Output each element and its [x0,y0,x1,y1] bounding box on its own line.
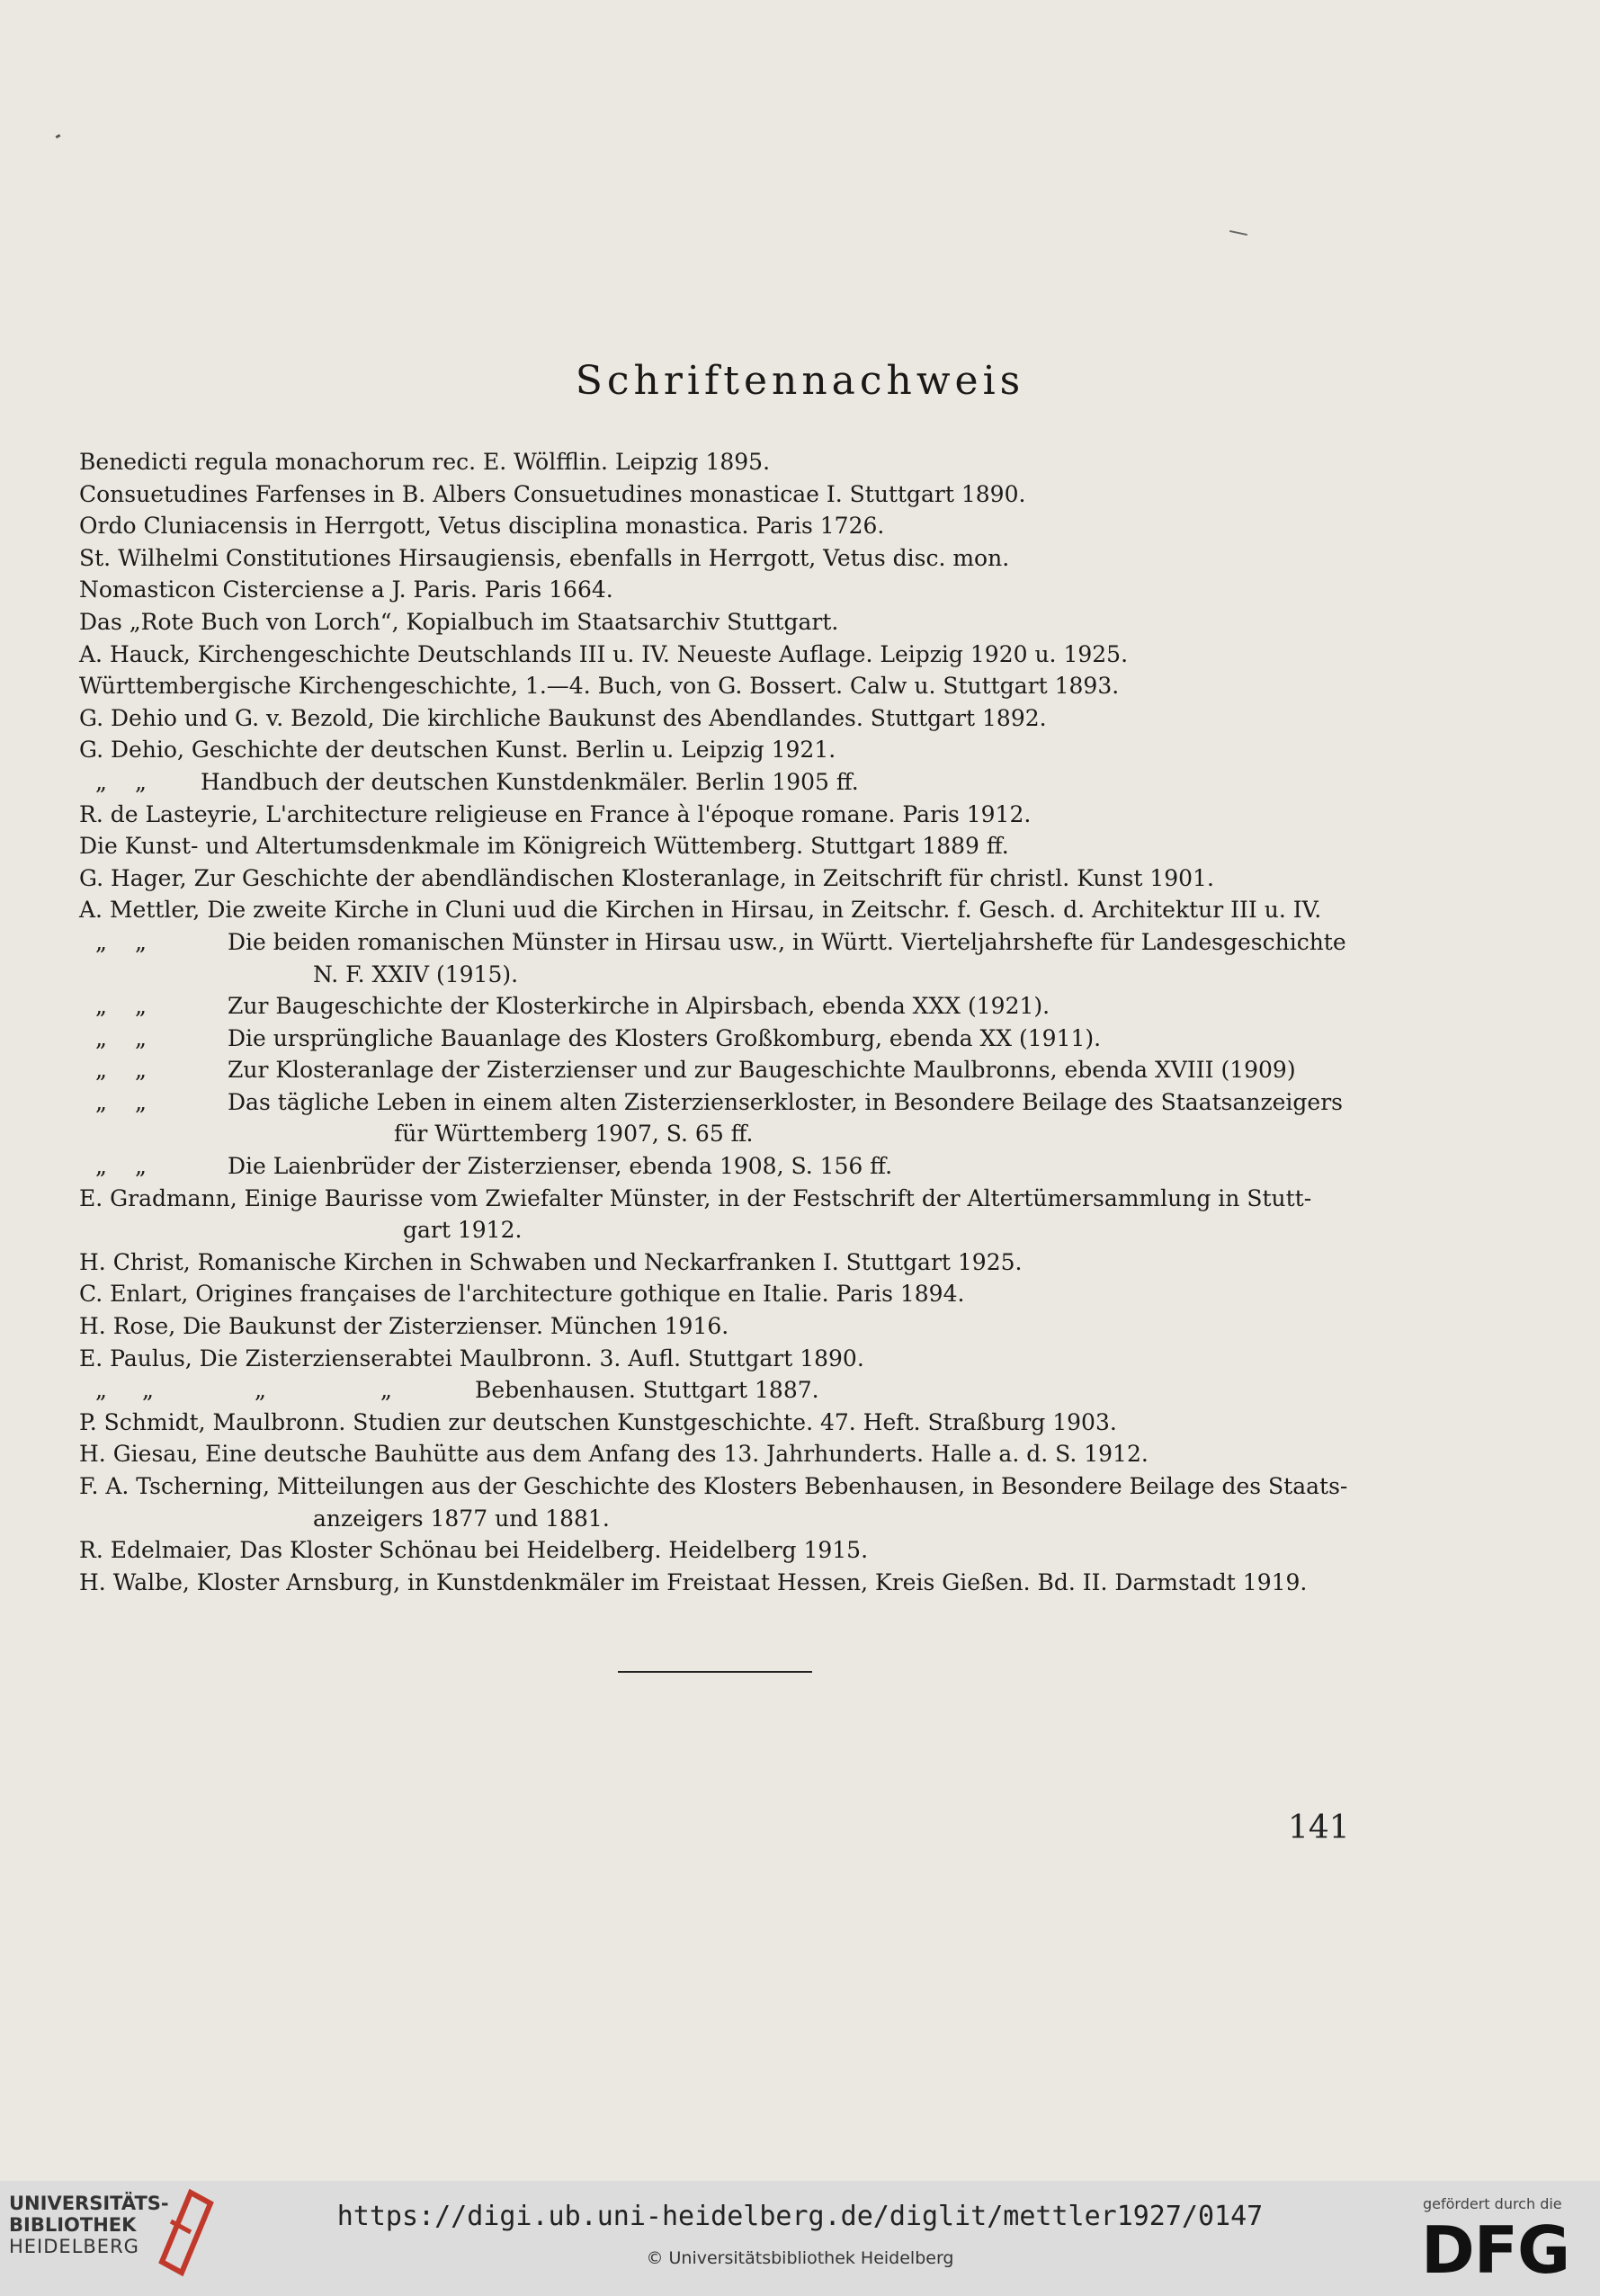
bibliography-entry: Nomasticon Cisterciense a J. Paris. Paris 1664. [79,576,613,603]
closing-rule [618,1671,812,1673]
bibliography-entry: A. Mettler, Die zweite Kirche in Cluni uud die Kirchen in Hirsau, in Zeitschr. f. Gesch. d. Architektur III u. IV. [79,897,1322,924]
bibliography-entry: G. Hager, Zur Geschichte der abendländischen Klosteranlage, in Zeitschrift für christl. Kunst 1901. [79,864,1214,891]
ditto-mark: „ [95,928,107,955]
bibliography-entry: E. Paulus, Die Zisterzienserabtei Maulbronn. 3. Aufl. Stuttgart 1890. [79,1345,864,1371]
bibliography-entry [79,1086,1374,1119]
entry-text: Zur Klosteranlage der Zisterzienser und zur Baugeschichte Maulbronns, ebenda XVIII (1909) [228,1057,1296,1084]
bibliography-entry: Die Kunst- und Altertumsdenkmale im Königreich Wüttemberg. Stuttgart 1889 ff. [79,833,1009,860]
bibliography-entry: Ordo Cluniacensis in Herrgott, Vetus disciplina monastica. Paris 1726. [79,513,885,540]
logo-line: HEIDELBERG [9,2236,139,2257]
stray-mark [56,134,61,138]
entry-text: Die ursprüngliche Bauanlage des Klosters Großkomburg, ebenda XX (1911). [228,1024,1102,1051]
logo-line: UNIVERSITÄTS- [9,2193,169,2214]
stray-mark [1229,230,1247,236]
ditto-mark: „ [95,1088,107,1115]
page-title: Schriftennachweis [575,358,1025,404]
ditto-mark: „ [135,993,147,1020]
ditto-mark: „ [135,1088,147,1115]
entry-continuation: für Württemberg 1907, S. 65 ff. [394,1121,754,1148]
bibliography-entry: Das „Rote Buch von Lorch“, Kopialbuch im Staatsarchiv Stuttgart. [79,608,839,635]
bibliography-entry: R. Edelmaier, Das Kloster Schönau bei Heidelberg. Heidelberg 1915. [79,1537,869,1564]
ditto-mark: „ [95,1153,107,1180]
bibliography-list [79,446,1374,1598]
ditto-mark: „ [135,928,147,955]
ditto-mark: „ [95,993,107,1020]
dfg-logo[interactable]: DFG [1421,2212,1570,2288]
bibliography-entry: H. Walbe, Kloster Arnsburg, in Kunstdenkmäler im Freistaat Hessen, Kreis Gießen. Bd. II. Darmstadt 1919. [79,1568,1308,1595]
ditto-mark: „ [135,1024,147,1051]
viewer-footer [0,2181,1600,2296]
entry-text: Die beiden romanischen Münster in Hirsau usw., in Württ. Vierteljahrshefte für Landesgeschichte [228,928,1346,955]
ditto-mark: „ [95,768,107,795]
ditto-mark: „ [380,1377,392,1404]
ditto-mark: „ [255,1377,266,1404]
bibliography-entry: H. Christ, Romanische Kirchen in Schwaben und Neckarfranken I. Stuttgart 1925. [79,1248,1023,1275]
funding-caption: gefördert durch die [1423,2195,1562,2212]
bibliography-entry [79,990,1374,1023]
ditto-mark: „ [135,1057,147,1084]
permalink-url[interactable]: https://digi.ub.uni-heidelberg.de/diglit/mettler1927/0147 [336,2201,1264,2232]
entry-continuation: gart 1912. [403,1217,523,1244]
bibliography-entry [79,766,1374,799]
entry-text: Zur Baugeschichte der Klosterkirche in Alpirsbach, ebenda XXX (1921). [228,993,1050,1020]
ditto-mark: „ [95,1057,107,1084]
bibliography-entry: H. Rose, Die Baukunst der Zisterzienser. München 1916. [79,1313,729,1340]
bibliography-entry: C. Enlart, Origines françaises de l'architecture gothique en Italie. Paris 1894. [79,1281,965,1308]
bibliography-entry [79,1054,1374,1086]
bibliography-entry: H. Giesau, Eine deutsche Bauhütte aus dem Anfang des 13. Jahrhunderts. Halle a. d. S. 1912. [79,1441,1149,1468]
bibliography-entry: Benedicti regula monachorum rec. E. Wölfflin. Leipzig 1895. [79,449,771,475]
bibliography-entry: Consuetudines Farfenses in B. Albers Consuetudines monasticae I. Stuttgart 1890. [79,480,1026,507]
bibliography-entry: F. A. Tscherning, Mitteilungen aus der Geschichte des Klosters Bebenhausen, in Besondere Beilage des Staats- [79,1473,1348,1499]
entry-text: Bebenhausen. Stuttgart 1887. [475,1377,819,1404]
bibliography-entry [79,1023,1374,1055]
entry-continuation: anzeigers 1877 und 1881. [313,1505,610,1532]
entry-text: Die Laienbrüder der Zisterzienser, ebenda 1908, S. 156 ff. [228,1153,893,1180]
bibliography-entry [79,1374,1374,1407]
bibliography-entry: St. Wilhelmi Constitutiones Hirsaugiensis, ebenfalls in Herrgott, Vetus disc. mon. [79,544,1010,571]
bibliography-entry: R. de Lasteyrie, L'architecture religieuse en France à l'époque romane. Paris 1912. [79,800,1032,827]
ditto-mark: „ [95,1024,107,1051]
entry-text: Handbuch der deutschen Kunstdenkmäler. Berlin 1905 ff. [201,768,859,795]
entry-text: Das tägliche Leben in einem alten Zisterzienserkloster, in Besondere Beilage des Staatsanzeigers [228,1088,1343,1115]
copyright-notice: © Universitätsbibliothek Heidelberg [646,2248,954,2268]
logo-line: BIBLIOTHEK [9,2214,137,2236]
bibliography-entry: Württembergische Kirchengeschichte, 1.—4. Buch, von G. Bossert. Calw u. Stuttgart 1893. [79,673,1120,700]
bibliography-entry: G. Dehio, Geschichte der deutschen Kunst. Berlin u. Leipzig 1921. [79,737,836,764]
bibliography-entry: A. Hauck, Kirchengeschichte Deutschlands III u. IV. Neueste Auflage. Leipzig 1920 u. 1925. [79,640,1129,667]
ditto-mark: „ [95,1377,107,1404]
entry-continuation: N. F. XXIV (1915). [313,960,519,987]
bibliography-entry [79,926,1374,959]
bibliography-entry: E. Gradmann, Einige Baurisse vom Zwiefalter Münster, in der Festschrift der Altertümersammlung in Stutt- [79,1184,1312,1211]
bibliography-entry [79,1150,1374,1183]
ditto-mark: „ [135,1153,147,1180]
ditto-mark: „ [135,768,147,795]
bibliography-entry: G. Dehio und G. v. Bezold, Die kirchliche Baukunst des Abendlandes. Stuttgart 1892. [79,704,1047,731]
bibliography-entry: P. Schmidt, Maulbronn. Studien zur deutschen Kunstgeschichte. 47. Heft. Straßburg 1903. [79,1408,1117,1435]
page-number: 141 [1288,1809,1350,1846]
ditto-mark: „ [142,1377,154,1404]
